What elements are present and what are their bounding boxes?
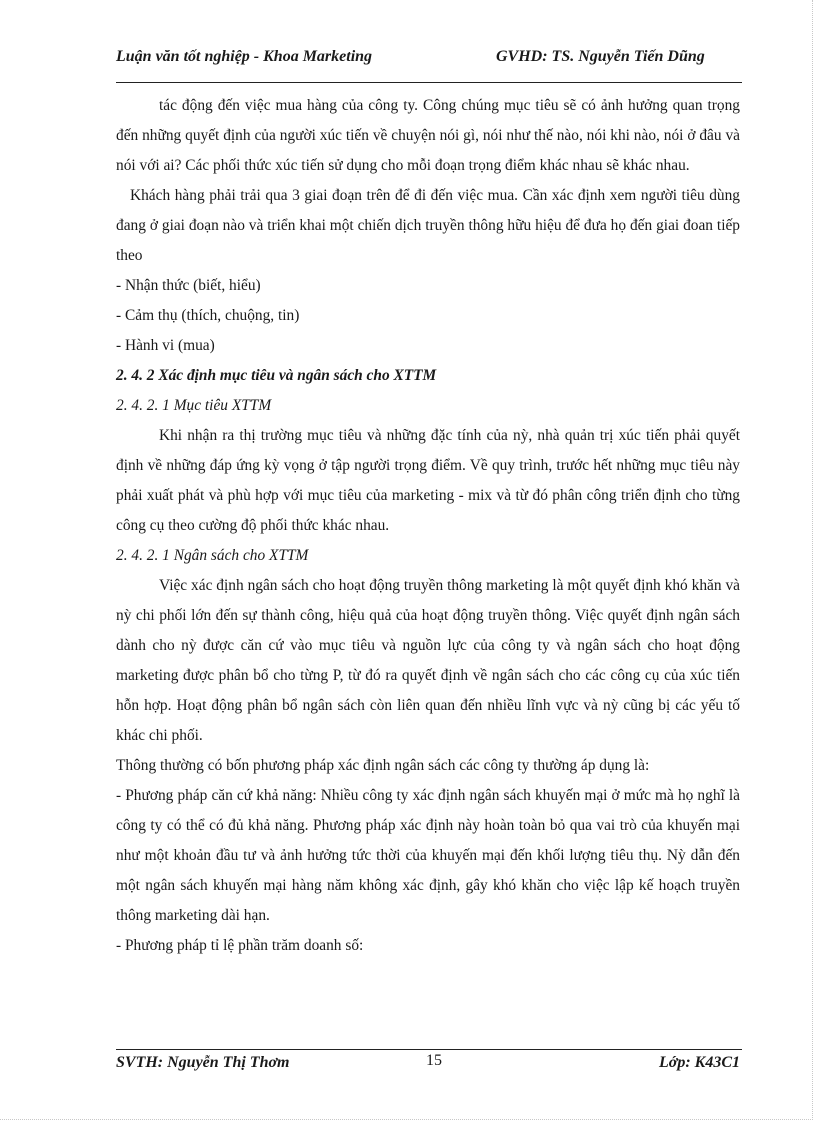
list-item: - Nhận thức (biết, hiểu) [116, 277, 261, 294]
paragraph-3: Khi nhận ra thị trường mục tiêu và những đặc tính của nỳ, nhà quản trị xúc tiến phải quyết định về những đáp ứng kỳ vọng ở tập người trọng điểm. Về quy trình, trước hết những mục tiêu này phải xuất phát và phù hợp với mục tiêu của marketing - mix và từ đó phân công triển định cho từng công cụ theo cường độ phối thức khác nhau. [116, 427, 740, 534]
section-heading: 2. 4. 2 Xác định mục tiêu và ngân sách cho XTTM [116, 367, 437, 384]
footer-class: Lớp: K43C1 [658, 1054, 740, 1071]
paragraph-1: tác động đến việc mua hàng của công ty. Công chúng mục tiêu sẽ có ảnh hưởng quan trọng đến những quyết định của người xúc tiến về chuyện nói gì, nói như thế nào, nói khi nào, nói ở đâu và nói với ai? Các phối thức xúc tiến sử dụng cho mỗi đoạn trọng điểm khác nhau sẽ khác nhau. [116, 97, 740, 174]
header-title: Luận văn tốt nghiệp - Khoa Marketing [116, 48, 373, 65]
header-divider [116, 82, 742, 83]
header-advisor: GVHD: TS. Nguyễn Tiến Dũng [496, 48, 705, 65]
list-item: - Hành vi (mua) [116, 337, 215, 354]
subsection-heading-budget: 2. 4. 2. 1 Ngân sách cho XTTM [116, 547, 309, 564]
page-number: 15 [426, 1052, 442, 1069]
subsection-heading-objectives: 2. 4. 2. 1 Mục tiêu XTTM [116, 397, 272, 414]
footer-student: SVTH: Nguyễn Thị Thơm [116, 1054, 290, 1071]
paragraph-5: Thông thường có bốn phương pháp xác định ngân sách các công ty thường áp dụng là: [116, 757, 650, 774]
paragraph-6: - Phương pháp căn cứ khả năng: Nhiều công ty xác định ngân sách khuyến mại ở mức mà họ nghĩ là công ty có thể có đủ khả năng. Phương pháp xác định này hoàn toàn bỏ qua vai trò của khuyến mại như một khoản đầu tư và ảnh hưởng tức thời của khuyến mại đến khối lượng tiêu thụ. Nỳ dẫn đến một ngân sách khuyến mại hàng năm không xác định, gây khó khăn cho việc lập kế hoạch truyền thông marketing dài hạn. [116, 787, 740, 924]
paragraph-7: - Phương pháp tỉ lệ phần trăm doanh số: [116, 937, 364, 954]
document-body [116, 91, 740, 961]
paragraph-4: Việc xác định ngân sách cho hoạt động truyền thông marketing là một quyết định khó khăn và nỳ chi phối lớn đến sự thành công, hiệu quả của hoạt động truyền thông. Việc quyết định ngân sách dành cho nỳ được căn cứ vào mục tiêu và nguồn lực của công ty và ngân sách cho hoạt động marketing được phân bổ cho từng P, từ đó ra quyết định về ngân sách cho các công cụ của xúc tiến hỗn hợp. Hoạt động phân bổ ngân sách còn liên quan đến nhiều lĩnh vực và nỳ cũng bị các yếu tố khác chi phối. [116, 577, 740, 744]
list-item: - Cảm thụ (thích, chuộng, tin) [116, 307, 300, 324]
paragraph-2: Khách hàng phải trải qua 3 giai đoạn trên để đi đến việc mua. Cần xác định xem người tiêu dùng đang ở giai đoạn nào và triển khai một chiến dịch truyền thông hữu hiệu để đưa họ đến giai đoan tiếp theo [116, 187, 740, 264]
footer-divider [116, 1049, 742, 1050]
